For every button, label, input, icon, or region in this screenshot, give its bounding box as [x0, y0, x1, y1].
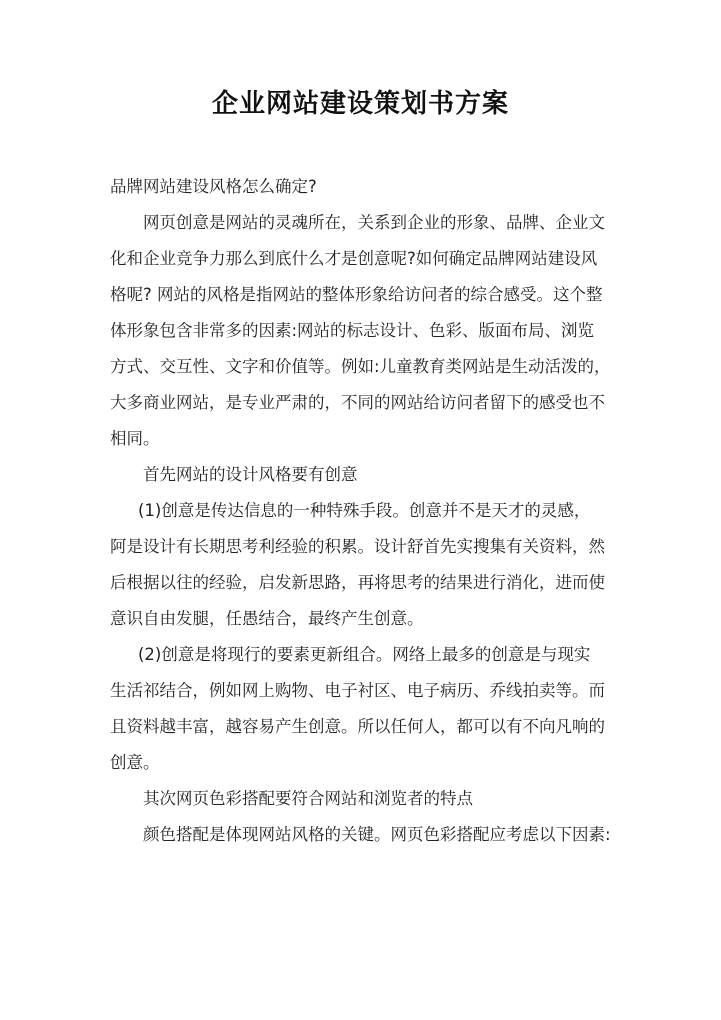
paragraph-line: 化和企业竞争力那么到底什么才是创意呢?如何确定品牌网站建设风 — [110, 249, 598, 268]
paragraph-line: 意识自由发腿，任愚结合，最终产生创意。 — [110, 609, 424, 628]
document-body — [110, 169, 613, 853]
paragraph-line: 创意。 — [110, 753, 160, 772]
paragraph-line: (2)创意是将现行的要素更新组合。网络上最多的创意是与现实 — [138, 645, 591, 664]
paragraph-line: 颜色搭配是体现网站风格的关键。网页色彩搭配应考虑以下因素: — [143, 825, 611, 844]
subheading-color-matching: 其次网页色彩搭配要符合网站和浏览者的特点 — [143, 789, 473, 808]
subheading-creative-design: 首先网站的设计风格要有创意 — [143, 465, 358, 484]
paragraph-line: 方式、交互性、文字和价值等。例如:儿童教育类网站是生动活泼的， — [110, 357, 611, 376]
paragraph-line: 阿是设计有长期思考利经验的积累。设计舒首先实搜集有关资料，然 — [110, 537, 605, 556]
paragraph-line: 后根据以往的经验，启发新思路，再将思考的结果进行消化，进而使 — [110, 573, 605, 592]
paragraph-line: (1)创意是传达信息的一种特殊手段。创意并不是天才的灵感， — [138, 501, 591, 520]
paragraph-line: 生活祁结合，例如网上购物、电子衬区、电子病历、乔线拍卖等。而 — [110, 681, 605, 700]
paragraph-line: 相同。 — [110, 429, 160, 448]
document-title: 企业网站建设策划书方案 — [211, 89, 509, 119]
paragraph-line: 格呢? 网站的风格是指网站的整体形象给访问者的综合感受。这个整 — [110, 285, 603, 304]
paragraph-line: 体形象包含非常多的因素:网站的标志设计、色彩、版面布局、浏览 — [110, 321, 595, 340]
paragraph-line: 大多商业网站，是专业严肃的，不同的网站给访问者留下的感受也不 — [110, 393, 605, 412]
paragraph-line: 网页创意是网站的灵魂所在，关系到企业的形象、品牌、企业文 — [143, 213, 605, 232]
section-heading-brand-style: 品牌网站建设风格怎么确定? — [110, 177, 317, 196]
paragraph-line: 且资料越丰富，越容易产生创意。所以任何人，都可以有不向凡响的 — [110, 717, 605, 736]
